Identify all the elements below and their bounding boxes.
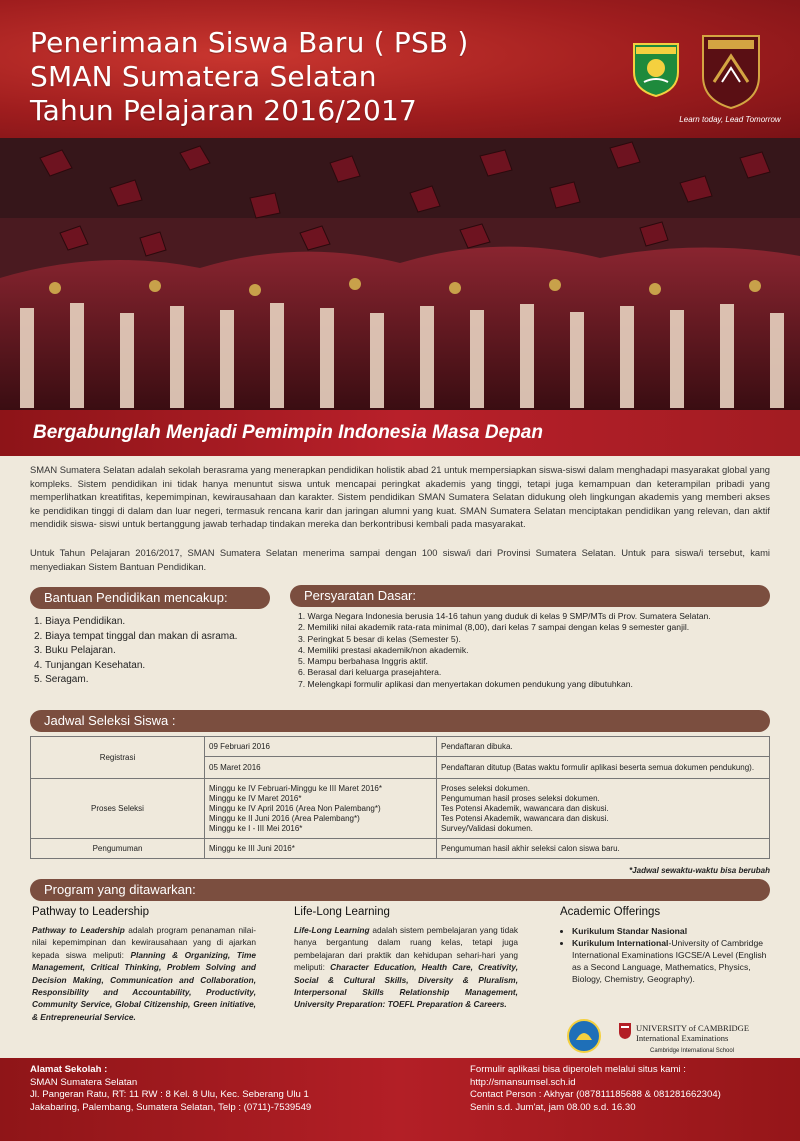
lifelong-text [294,924,518,1011]
pengumuman-date: Minggu ke III Juni 2016* [205,839,437,859]
slogan-banner [0,410,800,456]
address-block [30,1064,311,1114]
lifelong-lead: Life-Long Learning [294,925,370,935]
list-item: 2. Memiliki nilai akademik rata-rata minimal (8,00), dari kelas 7 sampai dengan kelas 9 semester ganjil. [298,622,690,633]
proses-dates [205,779,437,839]
cambridge-line-1: UNIVERSITY of CAMBRIDGE [636,1023,750,1033]
address-heading: Alamat Sekolah : [30,1064,108,1075]
cambridge-line-2: International Examinations [636,1033,729,1043]
program-heading: Program yang ditawarkan: [30,879,770,901]
pathway-text [32,924,256,1023]
proses-desc: Proses seleksi dokumen. [441,783,530,793]
proses-desc: Survey/Validasi dokumen. [441,823,533,833]
list-item: 3. Peringkat 5 besar di kelas (Semester 5). [298,633,461,644]
pathway-lead: Pathway to Leadership [32,925,125,935]
list-item: 7. Melengkapi formulir aplikasi dan menyertakan dokumen pendukung yang dibutuhkan. [298,678,633,689]
proses-desc: Tes Potensi Akademik, wawancara dan diskusi. [441,813,609,823]
schedule-table [30,736,770,859]
school-crest-icon [700,32,762,110]
list-item: 4. Memiliki prestasi akademik/non akademik. [298,644,469,655]
table-row [31,779,770,839]
table-row [31,737,770,757]
registrasi-date-1: 09 Februari 2016 [205,737,437,757]
proses-desc: Tes Potensi Akademik, wawancara dan diskusi. [441,803,609,813]
pathway-skills: Planning & Organizing, Time Management, Critical Thinking, Problem Solving and Decision Making, Communication and Collaboration, Responsibility and Accountability, Productivity, Community Service, Global Citizenship, Green initiative, & Entrepreneurial Service. [32,949,256,1022]
proses-date: Minggu ke I - III Mei 2016* [209,823,303,833]
intro-paragraph-1: SMAN Sumatera Selatan adalah sekolah berasrama yang menerapkan pendidikan holistik abad 21 untuk mempersiapkan siswa-siswi dalam menghadapi masyarakat global yang kompleks. Sistem pendidikan ini tidak hanya menuntut siswa untuk mencapai peringkat akademis yang tinggi, tetapi juga kemampuan dan keterampilan pribadi yang memperlihatkan kreatifitas, kepemimpinan, kewirausahaan dan karakter. Sistem pendidikan SMAN Sumatera Selatan didukung oleh lingkungan akademis yang memberi akses ke pendidikan tinggi di dalam dan luar negeri, termasuk rencana karir dan jaringan alumni yang kuat. SMAN Sumatera Selatan menciptakan pendidikan yang relevan, dan aktif mendidik siswa- siswi untuk bertanggung jawab terhadap tindakan mereka dan berkontribusi kembali pada masyarakat. [30,464,770,529]
proses-date: Minggu ke IV April 2016 (Area Non Palembang*) [209,803,381,813]
lifelong-skills: Character Education, Health Care, Creativity, Social & Cultural Skills, Diversity & Pluralism, Interpersonal Skills Relationship Management, University Preparation: TOEFL Preparation & Careers. [294,962,518,1010]
footer [0,1058,800,1141]
proses-date: Minggu ke II Juni 2016 (Area Palembang*) [209,813,360,823]
registrasi-label: Registrasi [31,737,205,779]
title-line-2: SMAN Sumatera Selatan [30,60,377,93]
list-item: 5. Seragam. [34,674,89,686]
academic-item-2-bold: Kurikulum International [572,938,669,948]
list-item: 6. Berasal dari keluarga prasejahtera. [298,667,442,678]
list-item [572,925,770,937]
contact-line: Contact Person : Akhyar (087811185688 & 081281662304) [470,1089,721,1101]
bantuan-list [34,615,284,688]
address-line: Jl. Pangeran Ratu, RT: 11 RW : 8 Kel. 8 Ulu, Kec. Seberang Ulu 1 [30,1089,309,1101]
pathway-body: adalah program penanaman nilai-nilai kepemimpinan dan kewirausahaan yang di ajarkan kepada siswa meliputi: [32,925,256,960]
bantuan-heading: Bantuan Pendidikan mencakup: [30,587,270,609]
title-line-1: Penerimaan Siswa Baru ( PSB ) [30,26,469,59]
list-item: 4. Tunjangan Kesehatan. [34,659,146,671]
cambridge-school: Cambridge International School [650,1048,735,1054]
list-item: 5. Mampu berbahasa Inggris aktif. [298,656,428,667]
contact-line: Formulir aplikasi bisa diperoleh melalui situs kami : [470,1064,686,1075]
intro-paragraph-2: Untuk Tahun Pelajaran 2016/2017, SMAN Sumatera Selatan menerima sampai dengan 100 siswa/i dari Provinsi Sumatera Selatan. Untuk para siswa/i tersebut, kami menyediakan Sistem Bantuan Pendidikan. [30,547,770,572]
persyaratan-list [298,611,770,690]
graduation-photo [0,138,800,410]
list-item [572,937,770,985]
province-emblem-icon [630,38,682,98]
pengumuman-desc: Pengumuman hasil akhir seleksi calon siswa baru. [437,839,770,859]
persyaratan-heading: Persyaratan Dasar: [290,585,770,607]
proses-desc: Pengumuman hasil proses seleksi dokumen. [441,793,600,803]
proses-date: Minggu ke IV Maret 2016* [209,793,302,803]
pathway-title: Pathway to Leadership [32,906,149,918]
contact-line: Senin s.d. Jum'at, jam 08.00 s.d. 16.30 [470,1101,636,1113]
schedule-note: *Jadwal sewaktu-waktu bisa berubah [629,866,770,875]
list-item: 1. Warga Negara Indonesia berusia 14-16 tahun yang duduk di kelas 9 SMP/MTs di Prov. Sumatera Selatan. [298,611,711,621]
cambridge-crest-icon [618,1022,632,1040]
lifelong-title: Life-Long Learning [294,906,390,918]
proses-date: Minggu ke IV Februari-Minggu ke III Maret 2016* [209,783,382,793]
website-link[interactable]: http://smansumsel.sch.id [470,1076,576,1088]
cambridge-logo [636,1023,749,1043]
contact-block [470,1064,721,1114]
title-line-3: Tahun Pelajaran 2016/2017 [30,94,418,127]
address-line: Jakabaring, Palembang, Sumatera Selatan, Telp : (0711)-7539549 [30,1101,312,1113]
tut-wuri-handayani-icon [566,1018,602,1054]
academic-list [560,925,770,985]
registrasi-desc-1: Pendaftaran dibuka. [437,737,770,757]
proses-descs [437,779,770,839]
list-item: 3. Buku Pelajaran. [34,645,116,657]
proses-label: Proses Seleksi [31,779,205,839]
academic-item-1: Kurikulum Standar Nasional [572,926,688,936]
list-item: 2. Biaya tempat tinggal dan makan di asrama. [34,630,238,642]
page-title [30,26,469,128]
header [0,0,800,138]
academic-title: Academic Offerings [560,906,661,918]
pengumuman-label: Pengumuman [31,839,205,859]
registrasi-desc-2: Pendaftaran ditutup (Batas waktu formulir aplikasi beserta semua dokumen pendukung). [437,757,770,779]
tagline: Learn today, Lead Tomorrow [679,115,781,124]
address-line: SMAN Sumatera Selatan [30,1076,138,1088]
graduation-illustration [0,138,800,410]
jadwal-heading: Jadwal Seleksi Siswa : [30,710,770,732]
registrasi-date-2: 05 Maret 2016 [205,757,437,779]
slogan-text: Bergabunglah Menjadi Pemimpin Indonesia Masa Depan [33,422,543,443]
academic-item-2-text: -University of Cambridge International Examinations IGCSE/A Level (English as a Second Language, Mathematics, Physics, Biology, Chemistry, Geography). [572,938,767,984]
table-row [31,839,770,859]
lifelong-body: adalah sistem pembelajaran yang tidak hanya bergantung dalam ruang kelas, tetapi juga pembelajaran dari praktik dan kehidupan sehari-hari yang meliputi: [294,925,518,973]
list-item: 1. Biaya Pendidikan. [34,616,126,627]
